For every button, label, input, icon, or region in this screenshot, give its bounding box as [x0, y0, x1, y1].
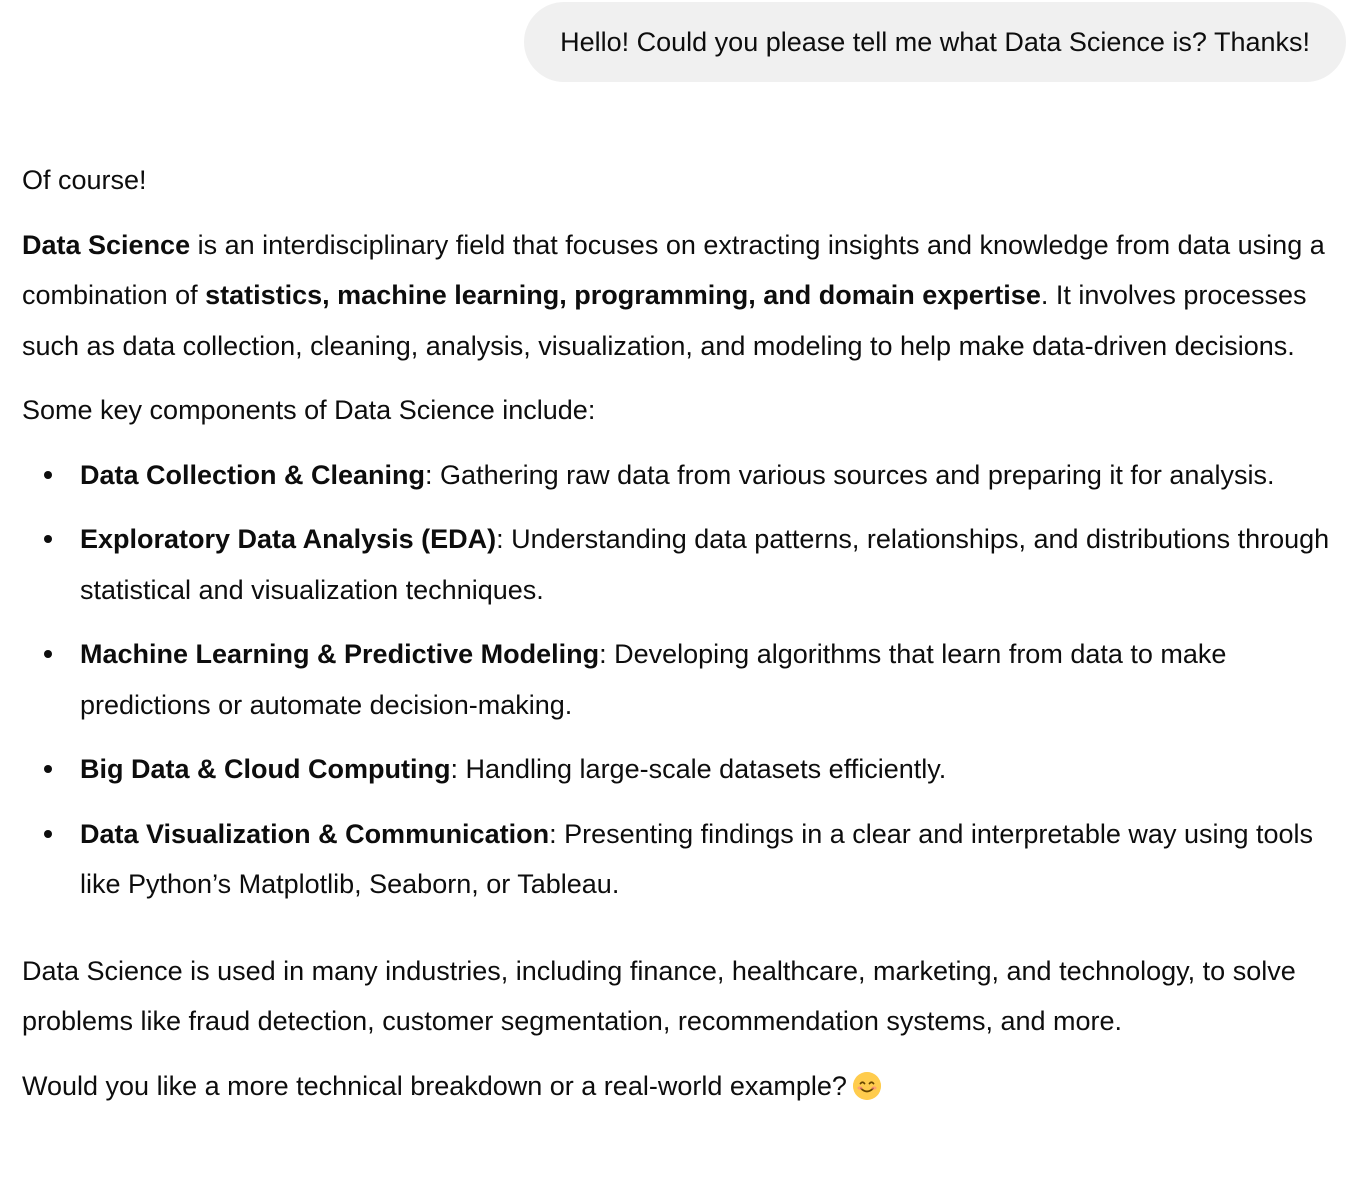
definition-term: Data Science	[22, 229, 191, 260]
components-intro: Some key components of Data Science include:	[22, 395, 596, 425]
list-item	[80, 514, 1352, 615]
component-title: Data Visualization & Communication	[80, 818, 550, 849]
smiling-face-emoji-svg	[853, 1072, 881, 1100]
component-desc: : Handling large-scale datasets efficiently.	[450, 754, 947, 784]
industries-paragraph: Data Science is used in many industries, including finance, healthcare, marketing, and technology, to solve problems like fraud detection, customer segmentation, recommendation systems, and more.	[22, 955, 1296, 1036]
closing-paragraph	[22, 1061, 1352, 1112]
definition-paragraph	[22, 220, 1352, 372]
list-item	[80, 744, 1352, 795]
definition-emphasis: statistics, machine learning, programming, and domain expertise	[205, 280, 1041, 310]
component-desc: : Gathering raw data from various sources and preparing it for analysis.	[425, 459, 1275, 490]
list-item	[80, 809, 1352, 910]
components-list	[22, 450, 1352, 910]
list-item	[80, 629, 1352, 730]
user-message-row	[524, 2, 1346, 82]
user-message-bubble	[524, 2, 1346, 82]
component-title: Big Data & Cloud Computing	[80, 754, 451, 784]
component-title: Machine Learning & Predictive Modeling	[80, 639, 600, 669]
component-title: Data Collection & Cleaning	[80, 459, 426, 490]
smiling-face-emoji-icon	[853, 1072, 881, 1100]
definition-text-1: is an interdisciplinary field that focuses on extracting insights and knowledge from data using a combination of	[22, 229, 1325, 310]
component-desc: : Presenting findings in a clear and interpretable way using tools like Python’s Matplotlib, Seaborn, or Tableau.	[80, 818, 1314, 899]
definition-text-2: . It involves processes such as data collection, cleaning, analysis, visualization, and modeling to help make data-driven decisions.	[22, 280, 1307, 361]
closing-question: Would you like a more technical breakdown or a real-world example?	[22, 1070, 847, 1101]
component-title: Exploratory Data Analysis (EDA)	[80, 524, 497, 554]
user-message-text: Hello! Could you please tell me what Data Science is? Thanks!	[560, 26, 1310, 57]
assistant-message	[22, 155, 1352, 1111]
assistant-intro: Of course!	[22, 165, 147, 195]
list-item	[80, 450, 1352, 501]
component-desc: : Understanding data patterns, relationships, and distributions through statistical and visualization techniques.	[80, 524, 1330, 605]
component-desc: : Developing algorithms that learn from data to make predictions or automate decision-making.	[80, 639, 1227, 720]
